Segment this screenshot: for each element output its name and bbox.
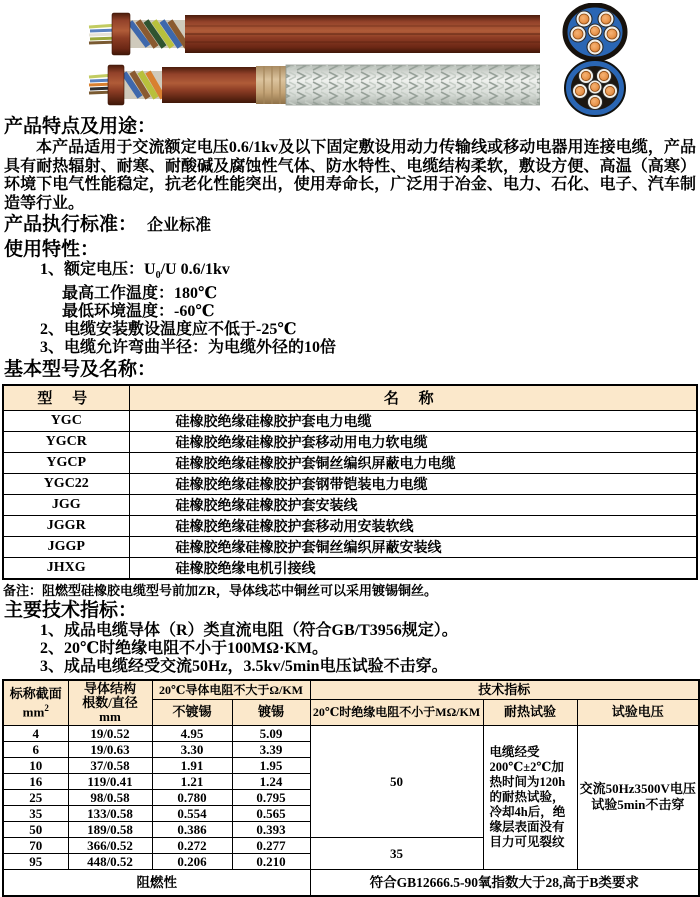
spec-cell: 6 <box>3 741 68 757</box>
spec-cell: 4.95 <box>152 725 232 741</box>
heat-test-cell: 电缆经受200℃±2℃加热时间为120h的耐热试验，冷却4h后，绝缘层表面没有目力可见裂纹 <box>483 725 577 869</box>
usage-item: 2、电缆安装敷设温度应不低于-25℃ <box>40 321 297 339</box>
spec-cell: 0.554 <box>152 805 232 821</box>
model-column-header: 型 号 <box>3 385 129 410</box>
tinned-column-header: 镀锡 <box>232 699 310 725</box>
spec-cell: 1.21 <box>152 773 232 789</box>
spec-cell: 366/0.52 <box>68 837 152 853</box>
model-name-cell: 硅橡胶绝缘硅橡胶护套铜丝编织屏蔽电力电缆 <box>129 452 697 473</box>
braided-shield <box>286 65 540 105</box>
jacket-collar <box>108 65 124 105</box>
cable-photo-red-jacket <box>88 12 540 56</box>
spec-cell: 16 <box>3 773 68 789</box>
flame-label-cell: 阻燃性 <box>3 869 310 896</box>
name-column-header: 名 称 <box>129 385 697 410</box>
model-name-cell: 硅橡胶绝缘硅橡胶护套移动用电力软电缆 <box>129 431 697 452</box>
spec-cell: 1.91 <box>152 757 232 773</box>
spec-cell: 1.24 <box>232 773 310 789</box>
usage-list <box>0 261 700 357</box>
spec-cell: 1.95 <box>232 757 310 773</box>
table-row <box>3 452 697 473</box>
table-header-row <box>3 680 699 700</box>
cable-photos <box>0 0 700 114</box>
spec-cell: 189/0.58 <box>68 821 152 837</box>
untinned-column-header: 不镀锡 <box>152 699 232 725</box>
model-code-cell: JGGR <box>3 515 129 536</box>
spec-cell: 35 <box>3 805 68 821</box>
spec-cell: 50 <box>3 821 68 837</box>
table-header-row <box>3 385 697 410</box>
spec-cell: 119/0.41 <box>68 773 152 789</box>
spec-cell: 3.30 <box>152 741 232 757</box>
model-code-cell: YGC <box>3 410 129 431</box>
model-name-cell: 硅橡胶绝缘硅橡胶护套钢带铠装电力电缆 <box>129 473 697 494</box>
spec-cell: 0.780 <box>152 789 232 805</box>
model-name-cell: 硅橡胶绝缘硅橡胶护套铜丝编织屏蔽安装线 <box>129 536 697 557</box>
cross-section-photo-1 <box>548 3 644 61</box>
spec-cell: 5.09 <box>232 725 310 741</box>
usage-item <box>40 261 700 285</box>
features-paragraph: 本产品适用于交流额定电压0.6/1kv及以下固定敷设用动力传输线或移动电器用连接电缆，产品具有耐热辐射、耐寒、耐酸碱及腐蚀性气体、防水特性、电缆结构柔软，敷设方便、高温（高寒）环境下电气性能稳定，抗老化性能突出，使用寿命长，广泛用于冶金、电力、石化、电子、汽车制造等行业。 <box>4 139 696 212</box>
spec-cell: 19/0.63 <box>68 741 152 757</box>
models-heading: 基本型号及名称： <box>4 359 157 381</box>
tech-item: 3、成品电缆经受交流50Hz，3.5kv/5min电压试验不击穿。 <box>40 657 448 675</box>
outer-jacket <box>185 15 540 53</box>
spec-cell: 0.206 <box>152 853 232 869</box>
model-name-cell: 硅橡胶绝缘硅橡胶护套移动用安装软线 <box>129 515 697 536</box>
spec-cell: 4 <box>3 725 68 741</box>
model-name-cell: 硅橡胶绝缘硅橡胶护套电力电缆 <box>129 410 697 431</box>
spec-cell: 10 <box>3 757 68 773</box>
spec-cell: 3.39 <box>232 741 310 757</box>
usage-item-subscript: 0 <box>155 270 161 282</box>
spec-cell: 0.210 <box>232 853 310 869</box>
test-voltage-column-header: 试验电压 <box>577 699 699 725</box>
table-row <box>3 536 697 557</box>
tech-item: 1、成品电缆导体（R）类直流电阻（符合GB/T3956规定）。 <box>40 621 458 639</box>
usage-item: 最高工作温度：180℃ <box>62 285 218 303</box>
standard-value: 企业标准 <box>147 217 212 234</box>
spec-cell: 0.393 <box>232 821 310 837</box>
spec-cell: 95 <box>3 853 68 869</box>
jacket-collar <box>112 13 130 55</box>
insulation-column-header: 20℃时绝缘电阻不小于MΩ/KM <box>310 699 483 725</box>
table-row <box>3 515 697 536</box>
spec-cell: 70 <box>3 837 68 853</box>
inner-jacket <box>162 67 256 103</box>
model-name-cell: 硅橡胶绝缘电机引接线 <box>129 557 697 579</box>
flame-retardant-row <box>3 869 699 896</box>
insulation-value-cell: 35 <box>310 837 483 869</box>
features-heading: 产品特点及用途： <box>4 116 157 137</box>
standard-line <box>4 214 700 237</box>
usage-item: 3、电缆允许弯曲半径：为电缆外径的10倍 <box>40 339 337 357</box>
model-code-cell: YGC22 <box>3 473 129 494</box>
model-name-cell: 硅橡胶绝缘硅橡胶护套安装线 <box>129 494 697 515</box>
model-code-cell: JGG <box>3 494 129 515</box>
model-code-cell: JHXG <box>3 557 129 579</box>
spec-cell: 0.272 <box>152 837 232 853</box>
twisted-cores <box>128 20 187 48</box>
spec-cell: 98/0.58 <box>68 789 152 805</box>
model-code-cell: JGGP <box>3 536 129 557</box>
spec-table <box>2 679 700 897</box>
table-row <box>3 410 697 431</box>
fiber-wrap <box>256 66 286 104</box>
spec-cell: 0.565 <box>232 805 310 821</box>
standard-heading: 产品执行标准： <box>4 214 138 235</box>
tech-group-header: 技术指标 <box>310 680 699 700</box>
table-row <box>3 473 697 494</box>
tech-heading: 主要技术指标： <box>4 599 138 621</box>
table-row <box>3 725 699 741</box>
spec-cell: 448/0.52 <box>68 853 152 869</box>
tech-indicator-list <box>0 622 700 676</box>
spec-cell: 37/0.58 <box>68 757 152 773</box>
resistance-group-header: 20℃导体电阻不大于Ω/KM <box>152 680 310 700</box>
structure-column-header: 导体结构 根数/直径 mm <box>68 680 152 726</box>
spec-cell: 0.795 <box>232 789 310 805</box>
cross-section-photo-2 <box>548 59 644 117</box>
section-column-header: 标称截面 $mm^2$ <box>3 680 68 726</box>
spec-cell: 19/0.52 <box>68 725 152 741</box>
usage-item-text: 1、额定电压：U <box>40 261 156 278</box>
model-code-cell: YGCR <box>3 431 129 452</box>
spec-cell: 25 <box>3 789 68 805</box>
tech-item: 2、20℃时绝缘电阻不小于100MΩ·KM。 <box>40 639 328 657</box>
usage-item-text: /U 0.6/1kv <box>160 261 230 278</box>
spec-cell: 0.386 <box>152 821 232 837</box>
models-table <box>2 384 698 580</box>
spec-cell: 0.277 <box>232 837 310 853</box>
heat-test-column-header: 耐热试验 <box>483 699 577 725</box>
table-row <box>3 557 697 579</box>
cable-photo-braided-shield <box>88 61 540 111</box>
usage-heading: 使用特性： <box>4 239 100 260</box>
insulation-value-cell: 50 <box>310 725 483 837</box>
model-code-cell: YGCP <box>3 452 129 473</box>
table-row <box>3 494 697 515</box>
usage-item: 最低环境温度：-60℃ <box>62 303 215 321</box>
table-row <box>3 431 697 452</box>
flame-value-cell: 符合GB12666.5-90氧指数大于28,高于B类要求 <box>310 869 699 896</box>
spec-cell: 133/0.58 <box>68 805 152 821</box>
twisted-cores <box>122 71 164 99</box>
note-line: 备注：阻燃型硅橡胶电缆型号前加ZR，导体线芯中铜丝可以采用镀锡铜丝。 <box>3 582 438 598</box>
test-voltage-cell: 交流50Hz3500V电压试验5min不击穿 <box>577 725 699 869</box>
